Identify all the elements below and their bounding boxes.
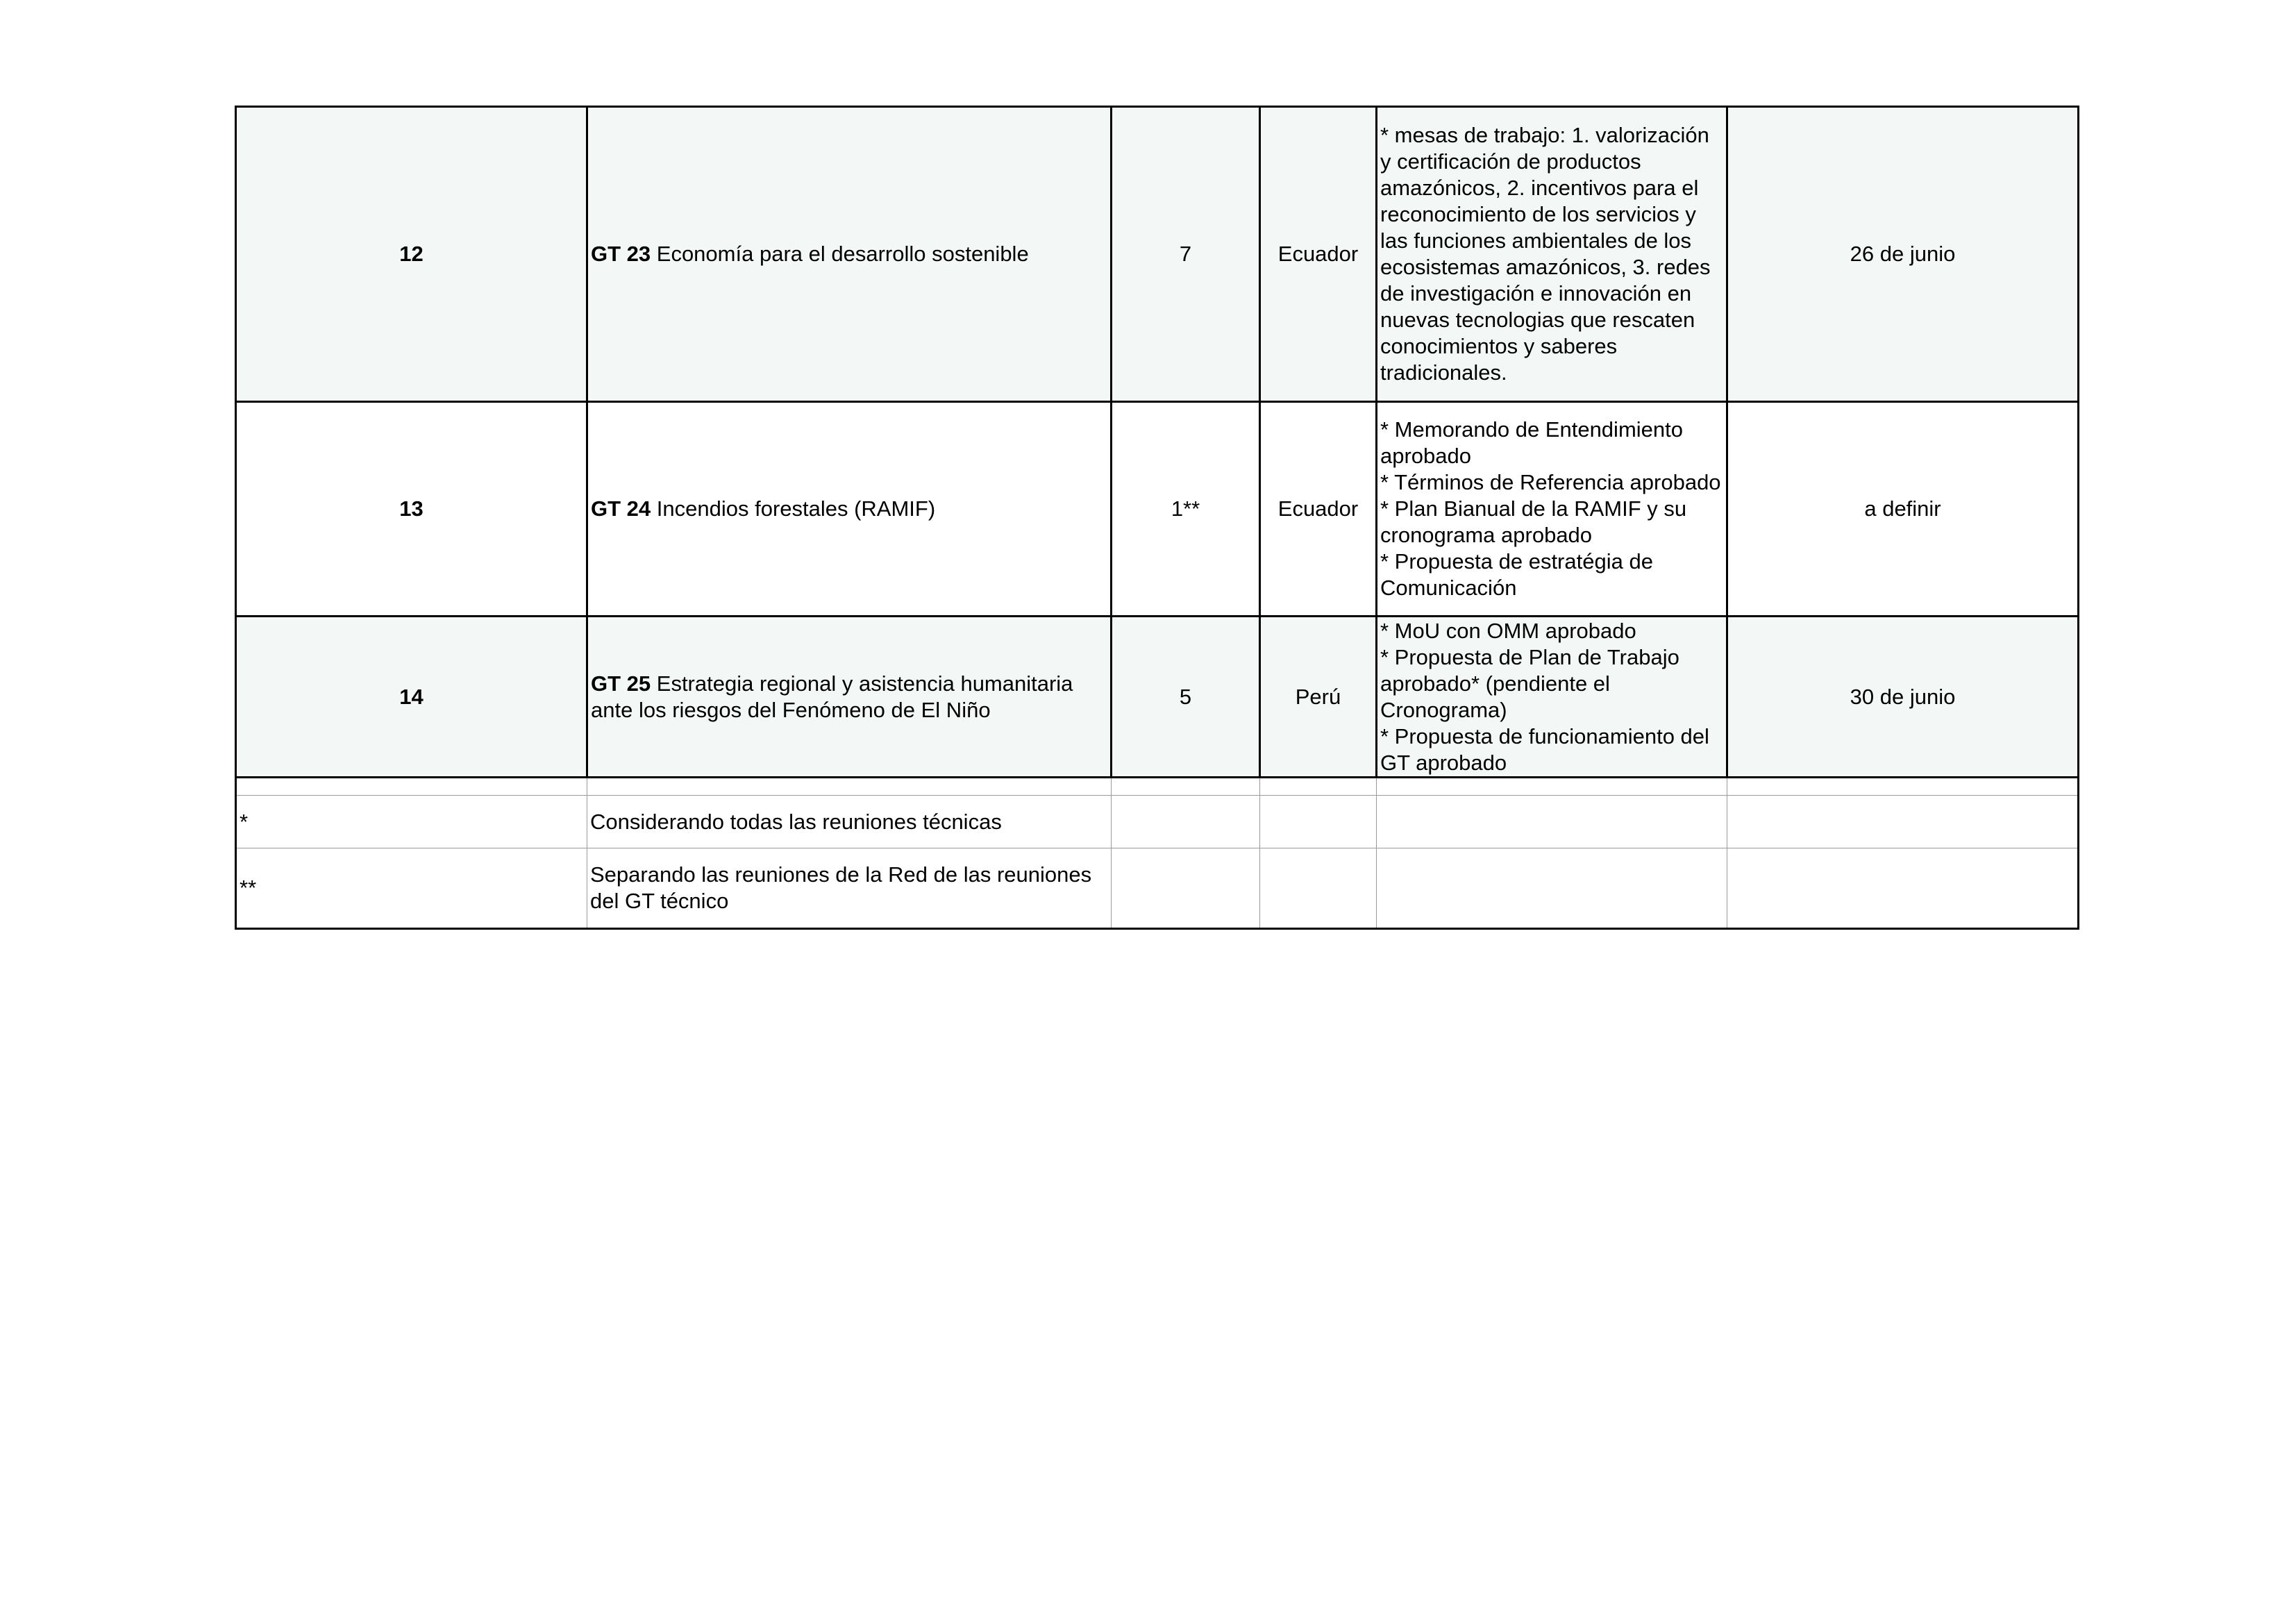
working-group-code: GT 24	[591, 496, 651, 521]
working-group-title: Estrategia regional y asistencia humanitaria ante los riesgos del Fenómeno de El Niño	[591, 671, 1073, 722]
working-group-name	[587, 402, 1112, 617]
working-group-title: Incendios forestales (RAMIF)	[651, 496, 936, 521]
footnote-text: Considerando todas las reuniones técnicas	[587, 796, 1112, 848]
activities-cell: * MoU con OMM aprobado * Propuesta de Plan de Trabajo aprobado* (pendiente el Cronograma) * Propuesta de funcionamiento del GT aprobado	[1377, 617, 1727, 778]
date-cell: 26 de junio	[1727, 107, 2079, 402]
activities-cell: * Memorando de Entendimiento aprobado * Términos de Referencia aprobado * Plan Bianual de la RAMIF y su cronograma aprobado * Propuesta de estratégia de Comunicación	[1377, 402, 1727, 617]
table-row	[236, 402, 2079, 617]
table-row	[236, 107, 2079, 402]
meeting-count: 1**	[1112, 402, 1260, 617]
footnote-row	[236, 796, 2079, 848]
meeting-count: 5	[1112, 617, 1260, 778]
row-number: 13	[236, 402, 587, 617]
country-cell: Perú	[1260, 617, 1377, 778]
working-group-code: GT 25	[591, 671, 651, 696]
working-group-name	[587, 107, 1112, 402]
row-number: 12	[236, 107, 587, 402]
country-cell: Ecuador	[1260, 107, 1377, 402]
country-cell: Ecuador	[1260, 402, 1377, 617]
footnote-mark: **	[236, 848, 587, 929]
date-cell: a definir	[1727, 402, 2079, 617]
footnote-mark: *	[236, 796, 587, 848]
working-group-title: Economía para el desarrollo sostenible	[651, 242, 1029, 266]
row-number: 14	[236, 617, 587, 778]
footnote-text: Separando las reuniones de la Red de las reuniones del GT técnico	[587, 848, 1112, 929]
meeting-count: 7	[1112, 107, 1260, 402]
activities-cell: * mesas de trabajo: 1. valorización y certificación de productos amazónicos, 2. incentivos para el reconocimiento de los servicios y las funciones ambientales de los ecosistemas amazónicos, 3. redes de investigación e innovación en nuevas tecnologias que rescaten conocimientos y saberes tradicionales.	[1377, 107, 1727, 402]
table-row	[236, 617, 2079, 778]
date-cell: 30 de junio	[1727, 617, 2079, 778]
working-group-code: GT 23	[591, 242, 651, 266]
working-groups-table	[235, 106, 2079, 930]
spacer-row	[236, 778, 2079, 796]
footnote-row	[236, 848, 2079, 929]
working-group-name	[587, 617, 1112, 778]
